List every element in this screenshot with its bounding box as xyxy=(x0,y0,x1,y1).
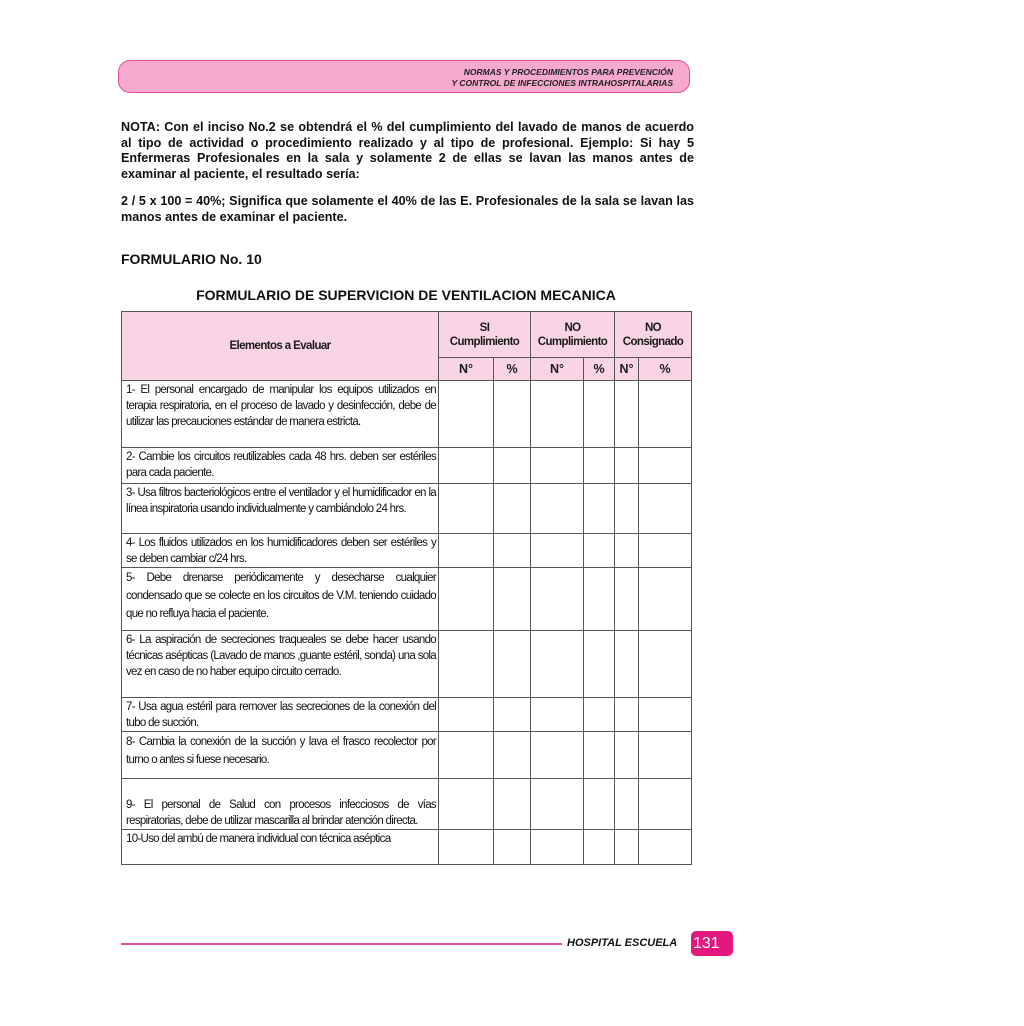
header-si-cumplimiento xyxy=(439,312,531,358)
cell-no-pct[interactable] xyxy=(584,631,615,698)
cell-no-pct[interactable] xyxy=(584,534,615,568)
col-si-n: N° xyxy=(439,358,494,381)
cell-si-pct[interactable] xyxy=(494,448,531,484)
table-row xyxy=(122,779,692,830)
cell-nc-n[interactable] xyxy=(615,568,639,631)
header-banner xyxy=(118,60,690,93)
cell-no-n[interactable] xyxy=(531,779,584,830)
cell-si-pct[interactable] xyxy=(494,732,531,779)
table-row xyxy=(122,484,692,534)
table-row xyxy=(122,830,692,865)
header-no-line2: Cumplimiento xyxy=(537,335,608,348)
cell-no-pct[interactable] xyxy=(584,448,615,484)
item-text: 5- Debe drenarse periódicamente y desecharse cualquier condensado que se colecte en los circuitos de V.M. teniendo cuidado que no refluya hacia el paciente. xyxy=(122,568,439,631)
header-no-consignado xyxy=(615,312,692,358)
table-row xyxy=(122,534,692,568)
cell-nc-n[interactable] xyxy=(615,732,639,779)
cell-no-n[interactable] xyxy=(531,698,584,732)
col-no-pct: % xyxy=(584,358,615,381)
header-nc-line1: NO xyxy=(644,321,662,334)
table-row xyxy=(122,732,692,779)
form-title: FORMULARIO DE SUPERVICION DE VENTILACION MECANICA xyxy=(196,287,616,303)
cell-nc-pct[interactable] xyxy=(639,698,692,732)
cell-no-n[interactable] xyxy=(531,381,584,448)
cell-no-n[interactable] xyxy=(531,534,584,568)
cell-no-n[interactable] xyxy=(531,484,584,534)
cell-no-pct[interactable] xyxy=(584,732,615,779)
item-text: 9- El personal de Salud con procesos infecciosos de vías respiratorias, debe de utilizar mascarilla al brindar atención directa. xyxy=(122,779,439,830)
cell-no-n[interactable] xyxy=(531,448,584,484)
col-no-n: N° xyxy=(531,358,584,381)
cell-si-n[interactable] xyxy=(439,448,494,484)
cell-nc-pct[interactable] xyxy=(639,779,692,830)
cell-no-pct[interactable] xyxy=(584,381,615,448)
cell-si-pct[interactable] xyxy=(494,534,531,568)
cell-nc-pct[interactable] xyxy=(639,484,692,534)
cell-no-n[interactable] xyxy=(531,830,584,865)
cell-si-pct[interactable] xyxy=(494,779,531,830)
cell-nc-n[interactable] xyxy=(615,381,639,448)
cell-no-pct[interactable] xyxy=(584,568,615,631)
cell-nc-pct[interactable] xyxy=(639,732,692,779)
cell-si-pct[interactable] xyxy=(494,631,531,698)
header-line-2: Y CONTROL DE INFECCIONES INTRAHOSPITALARIAS xyxy=(451,78,673,88)
evaluation-table xyxy=(121,311,692,865)
header-no-line1: NO xyxy=(564,321,581,334)
cell-nc-pct[interactable] xyxy=(639,830,692,865)
cell-si-n[interactable] xyxy=(439,568,494,631)
cell-no-pct[interactable] xyxy=(584,484,615,534)
col-si-pct: % xyxy=(494,358,531,381)
cell-nc-n[interactable] xyxy=(615,698,639,732)
cell-si-pct[interactable] xyxy=(494,568,531,631)
cell-nc-n[interactable] xyxy=(615,448,639,484)
header-text xyxy=(452,67,674,89)
footer-label: HOSPITAL ESCUELA xyxy=(567,937,678,949)
header-si-line1: SI xyxy=(479,321,490,334)
item-text: 3- Usa filtros bacteriológicos entre el ventilador y el humidificador en la línea inspiratoria usando individualmente y cambiándolo 24 hrs. xyxy=(122,484,439,534)
header-si-line2: Cumplimiento xyxy=(449,335,520,348)
item-text: 4- Los fluidos utilizados en los humidificadores deben ser estériles y se deben cambiar c/24 hrs. xyxy=(122,534,439,568)
note-paragraph-1: NOTA: Con el inciso No.2 se obtendrá el % del cumplimiento del lavado de manos de acuerdo al tipo de actividad o procedimiento realizado y al tipo de profesional. Ejemplo: Si hay 5 Enfermeras Profesionales en la sala y solamente 2 de ellas se lavan las manos antes de examinar al paciente, el resultado sería: xyxy=(121,120,694,181)
cell-no-n[interactable] xyxy=(531,631,584,698)
cell-si-n[interactable] xyxy=(439,631,494,698)
cell-nc-pct[interactable] xyxy=(639,568,692,631)
table-row xyxy=(122,631,692,698)
header-elements-cell xyxy=(122,312,439,381)
cell-si-n[interactable] xyxy=(439,732,494,779)
item-text: 6- La aspiración de secreciones traqueales se debe hacer usando técnicas asépticas (Lavado de manos ,guante estéril, sonda) una sola vez en caso de no haber equipo circuito cerrado. xyxy=(122,631,439,698)
cell-no-pct[interactable] xyxy=(584,779,615,830)
cell-si-n[interactable] xyxy=(439,698,494,732)
cell-si-n[interactable] xyxy=(439,484,494,534)
item-text: 7- Usa agua estéril para remover las secreciones de la conexión del tubo de succión. xyxy=(122,698,439,732)
cell-si-n[interactable] xyxy=(439,830,494,865)
cell-si-pct[interactable] xyxy=(494,381,531,448)
cell-si-pct[interactable] xyxy=(494,698,531,732)
note-paragraph-2: 2 / 5 x 100 = 40%; Significa que solamente el 40% de las E. Profesionales de la sala se lavan las manos antes de examinar el paciente. xyxy=(121,194,694,224)
header-line-1: NORMAS Y PROCEDIMIENTOS PARA PREVENCIÓN xyxy=(463,67,673,77)
item-text: 8- Cambia la conexión de la succión y lava el frasco recolector por turno o antes si fuese necesario. xyxy=(122,732,439,779)
footer-rule xyxy=(121,943,562,945)
cell-si-pct[interactable] xyxy=(494,484,531,534)
cell-nc-pct[interactable] xyxy=(639,381,692,448)
cell-si-pct[interactable] xyxy=(494,830,531,865)
cell-no-n[interactable] xyxy=(531,732,584,779)
cell-nc-n[interactable] xyxy=(615,484,639,534)
cell-no-n[interactable] xyxy=(531,568,584,631)
header-elements-label: Elementos a Evaluar xyxy=(229,340,331,352)
table-row xyxy=(122,381,692,448)
table-row xyxy=(122,448,692,484)
cell-si-n[interactable] xyxy=(439,534,494,568)
header-no-cumplimiento xyxy=(531,312,615,358)
cell-nc-pct[interactable] xyxy=(639,534,692,568)
item-text: 2- Cambie los circuitos reutilizables cada 48 hrs. deben ser estériles para cada paciente. xyxy=(122,448,439,484)
cell-si-n[interactable] xyxy=(439,779,494,830)
header-nc-line2: Consignado xyxy=(622,335,684,348)
cell-nc-pct[interactable] xyxy=(639,448,692,484)
page-number: 131 xyxy=(691,931,733,956)
form-number: FORMULARIO No. 10 xyxy=(121,251,262,267)
item-text: 1- El personal encargado de manipular los equipos utilizados en terapia respiratoria, en el proceso de lavado y desinfección, debe de utilizar las precauciones estándar de manera estricta. xyxy=(122,381,439,448)
cell-nc-n[interactable] xyxy=(615,830,639,865)
cell-nc-pct[interactable] xyxy=(639,631,692,698)
col-nc-pct: % xyxy=(639,358,692,381)
cell-nc-n[interactable] xyxy=(615,631,639,698)
cell-nc-n[interactable] xyxy=(615,534,639,568)
cell-nc-n[interactable] xyxy=(615,779,639,830)
item-text: 10-Uso del ambú de manera individual con técnica aséptica xyxy=(122,830,439,865)
cell-no-pct[interactable] xyxy=(584,698,615,732)
table-row xyxy=(122,568,692,631)
cell-no-pct[interactable] xyxy=(584,830,615,865)
table-row xyxy=(122,698,692,732)
col-nc-n: N° xyxy=(615,358,639,381)
cell-si-n[interactable] xyxy=(439,381,494,448)
